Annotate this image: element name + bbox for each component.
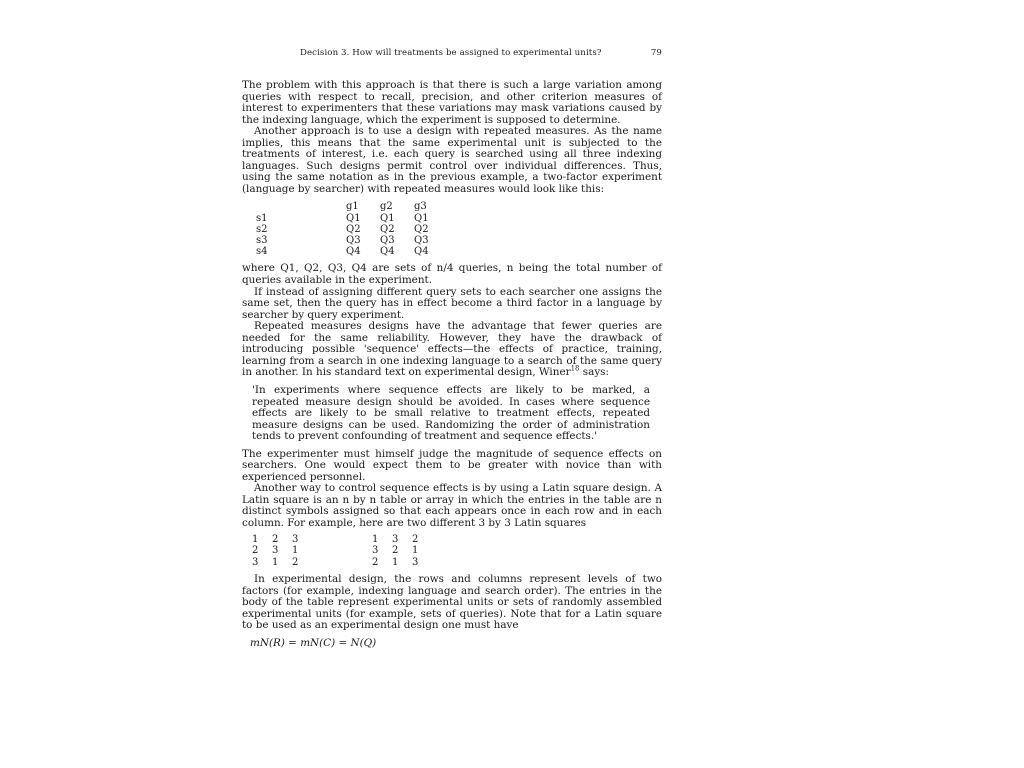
table-row [242,235,448,246]
table-row [252,534,312,546]
latin-cell: 1 [392,556,399,568]
block-quote: 'In experiments where sequence effects are likely to be marked, a repeated measure design should be avoided. In cases where sequence effects are likely to be small relative to treatment effects, repeated measure designs can be used. Randomizing the order of administration tends to prevent confounding of treatment and sequence effects.' [252,383,650,443]
table-row [372,534,432,546]
paragraph-4: If instead of assigning different query sets to each searcher one assigns the same set, then the query has in effect become a third factor in a language by searcher by query experiment. [242,285,662,321]
column-header: g3 [414,201,427,213]
paragraph-3: where Q1, Q2, Q3, Q4 are sets of n/4 queries, n being the total number of queries available in the experiment. [242,262,662,287]
citation-superscript: 18 [570,364,580,373]
latin-cell: 2 [412,533,419,545]
latin-cell: 2 [392,545,399,557]
table-row [372,557,432,569]
latin-cell: 1 [412,545,419,557]
latin-cell: 2 [252,545,259,557]
latin-cell: 1 [292,545,299,557]
latin-cell: 2 [292,556,299,568]
running-title: Decision 3. How will treatments be assigned to experimental units? [300,48,602,58]
table-cell: Q3 [380,235,395,247]
paragraph-5-end: says: [579,366,610,379]
table-cell: Q1 [380,212,395,224]
paragraph-6: The experimenter must himself judge the magnitude of sequence effects on searchers. One would expect them to be greater with novice than with experienced personnel. [242,447,662,483]
table-cell: Q4 [380,246,395,258]
latin-cell: 3 [292,533,299,545]
latin-cell: 1 [272,556,279,568]
table-header-row [242,201,448,212]
latin-squares [252,534,662,569]
latin-cell: 2 [372,556,379,568]
latin-cell: 2 [272,533,279,545]
table-row [242,213,448,224]
page-body [242,80,662,649]
formula: mN(R) = mN(C) = N(Q) [250,636,377,649]
paragraph-8: In experimental design, the rows and columns represent levels of two factors (for example, indexing language and search order). The entries in the body of the table represent experimental units or sets of randomly assembled experimental units (for example, sets of queries). Note that for a Latin square to be used as an experimental design one must have [242,573,662,632]
latin-cell: 3 [392,533,399,545]
latin-cell: 1 [372,533,379,545]
table-row [242,246,448,257]
latin-cell: 3 [412,556,419,568]
latin-cell: 3 [372,545,379,557]
latin-cell: 3 [252,556,259,568]
table-row [372,545,432,557]
latin-square-1 [252,534,312,569]
table-cell: Q3 [414,235,429,247]
table-cell: Q2 [346,223,361,235]
row-label: s3 [256,235,268,247]
table-cell: Q4 [414,246,429,258]
paragraph-1: The problem with this approach is that there is such a large variation among queries with respect to recall, precision, and other criterion measures of interest to experimenters that these variations may mask variations caused by the indexing language, which the experiment is supposed to determine. [242,79,662,126]
column-header: g2 [380,201,393,213]
running-head [300,48,662,59]
table-cell: Q2 [414,223,429,235]
page-number: 79 [650,48,662,58]
column-header: g1 [346,201,359,213]
table-cell: Q3 [346,235,361,247]
table-cell: Q1 [346,212,361,224]
paragraph-5-text: Repeated measures designs have the advantage that fewer queries are needed for the same reliability. However, they have the drawback of introducing possible 'sequence' effects—the effects of practice, training, learning from a search in one indexing language to a search of the same query in another. In his standard text on experimental design, Winer [242,320,662,379]
latin-square-2 [372,534,432,569]
latin-cell: 3 [272,545,279,557]
table-row [252,557,312,569]
paragraph-5 [242,321,662,379]
row-label: s1 [256,212,268,224]
row-label: s4 [256,246,268,258]
table-cell: Q1 [414,212,429,224]
latin-cell: 1 [252,533,259,545]
table-row [252,545,312,557]
table-cell: Q4 [346,246,361,258]
repeated-measures-table [242,201,448,257]
paragraph-2: Another approach is to use a design with repeated measures. As the name implies, this means that the same experimental unit is subjected to the treatments of interest, i.e. each query is searched using all three indexing languages. Such designs permit control over individual differences. Thus, using the same notation as in the previous example, a two-factor experiment (language by searcher) with repeated measures would look like this: [242,125,662,195]
paragraph-7: Another way to control sequence effects is by using a Latin square design. A Latin square is an n by n table or array in which the entries in the table are n distinct symbols assigned so that each appears once in each row and in each column. For example, here are two different 3 by 3 Latin squares [242,482,662,529]
row-label: s2 [256,223,268,235]
table-cell: Q2 [380,223,395,235]
table-row [242,224,448,235]
